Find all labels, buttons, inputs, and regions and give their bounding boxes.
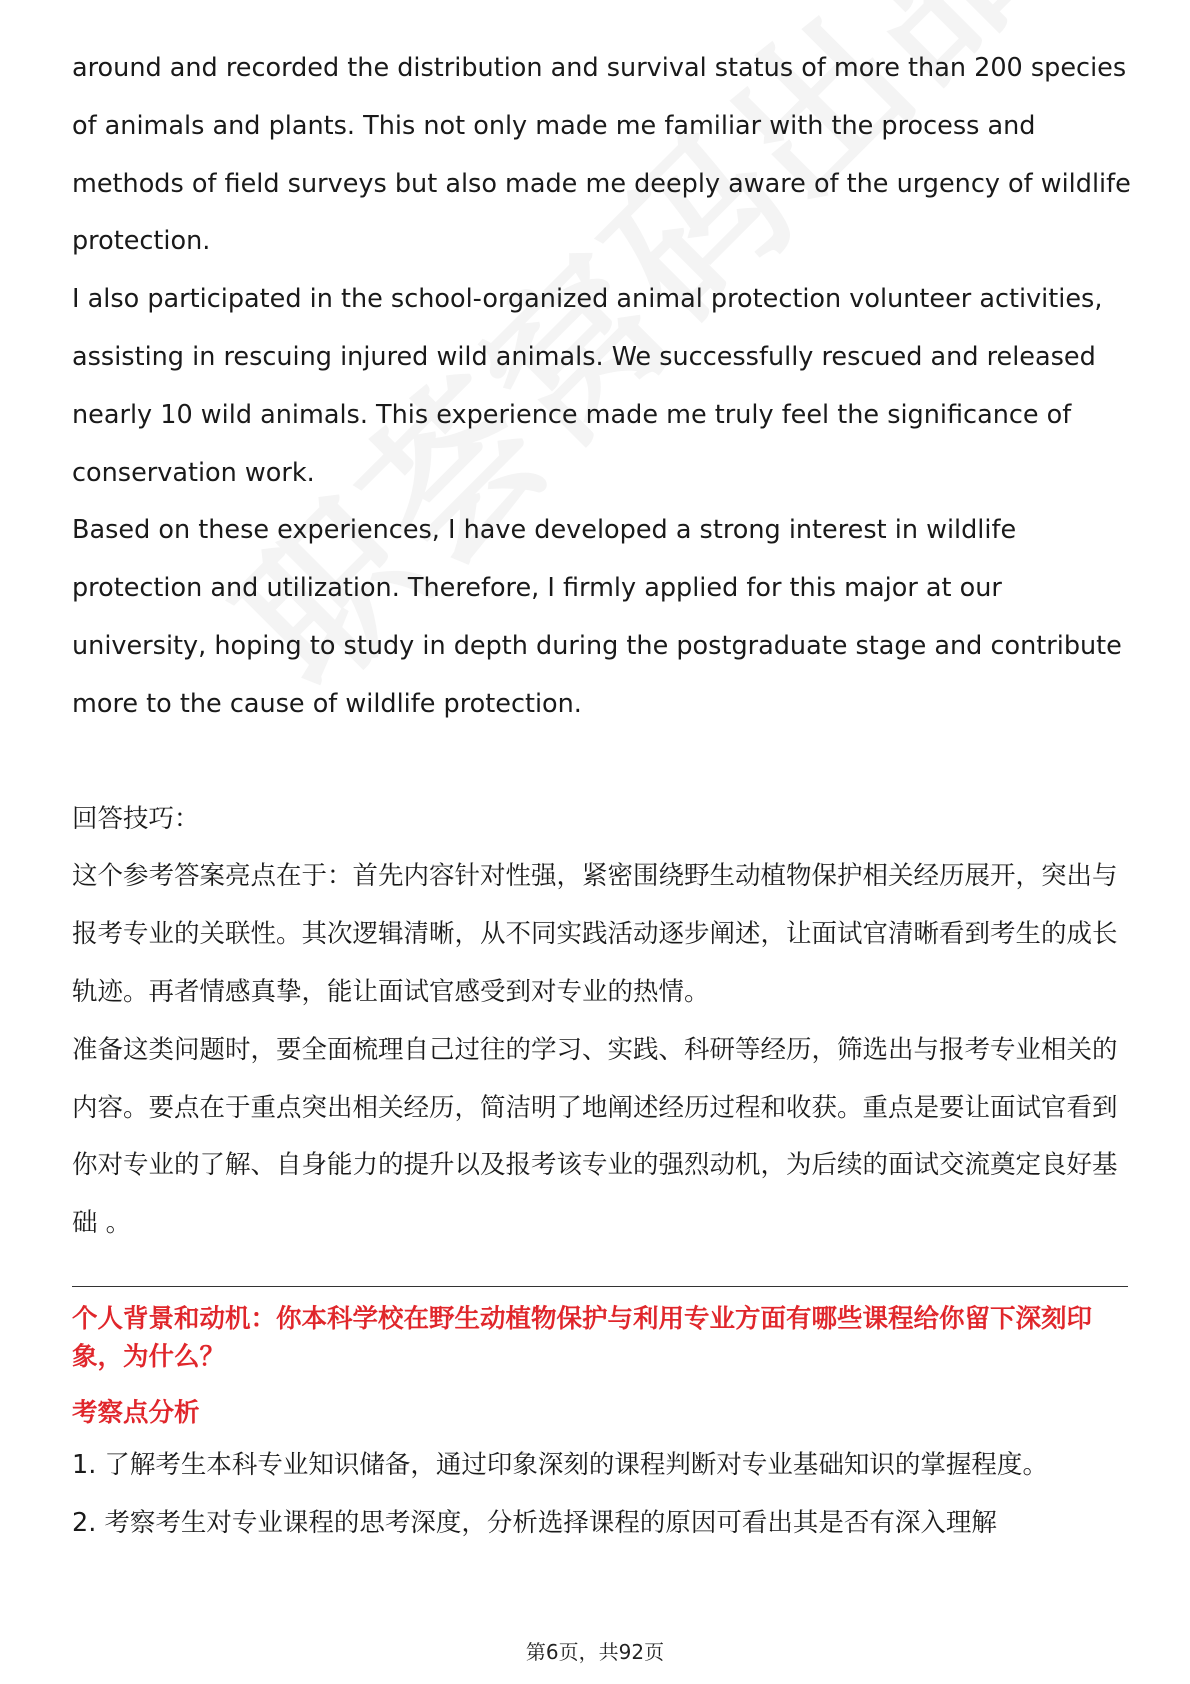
tips-title: 回答技巧： [72,803,200,834]
body-paragraph: I also participated in the school-organized animal protection volunteer activities, assisting in rescuing injured wild animals. We successfully rescued and released nearly 10 wild animals. This experience made me truly feel the significance of conservation work. [72,284,1103,488]
page-number: 第6页，共92页 [525,1640,665,1664]
tips-paragraph: 准备这类问题时，要全面梳理自己过往的学习、实践、科研等经历，筛选出与报考专业相关的内容。要点在于重点突出相关经历，简洁明了地阐述经历过程和收获。重点是要让面试官看到你对专业的了解、自身能力的提升以及报考该专业的强烈动机，为后续的面试交流奠定良好基础 。 [72,1034,1118,1239]
section-divider [72,1286,1128,1287]
page-content [72,40,1132,1253]
tips-paragraph: 这个参考答案亮点在于：首先内容针对性强，紧密围绕野生动植物保护相关经历展开，突出与报考专业的关联性。其次逻辑清晰，从不同实践活动逐步阐述，让面试官清晰看到考生的成长轨迹。再者情感真挚，能让面试官感受到对专业的热情。 [72,861,1118,1007]
analysis-points [72,1436,1132,1552]
analysis-point: 1. 了解考生本科专业知识储备，通过印象深刻的课程判断对专业基础知识的掌握程度。 [72,1450,1048,1480]
spacer [72,734,1132,791]
analysis-point: 2. 考察考生对专业课程的思考深度，分析选择课程的原因可看出其是否有深入理解 [72,1508,997,1538]
body-paragraph: around and recorded the distribution and survival status of more than 200 species of animals and plants. This not only made me familiar with the process and methods of field surveys but also made me deeply aware of the urgency of wildlife protection. [72,53,1131,257]
body-paragraph: Based on these experiences, I have developed a strong interest in wildlife protection and utilization. Therefore, I firmly applied for this major at our university, hoping to study in depth during the postgraduate stage and contribute more to the cause of wildlife protection. [72,515,1122,719]
question-heading: 个人背景和动机：你本科学校在野生动植物保护与利用专业方面有哪些课程给你留下深刻印象，为什么？ [72,1304,1093,1372]
analysis-title: 考察点分析 [72,1398,200,1428]
